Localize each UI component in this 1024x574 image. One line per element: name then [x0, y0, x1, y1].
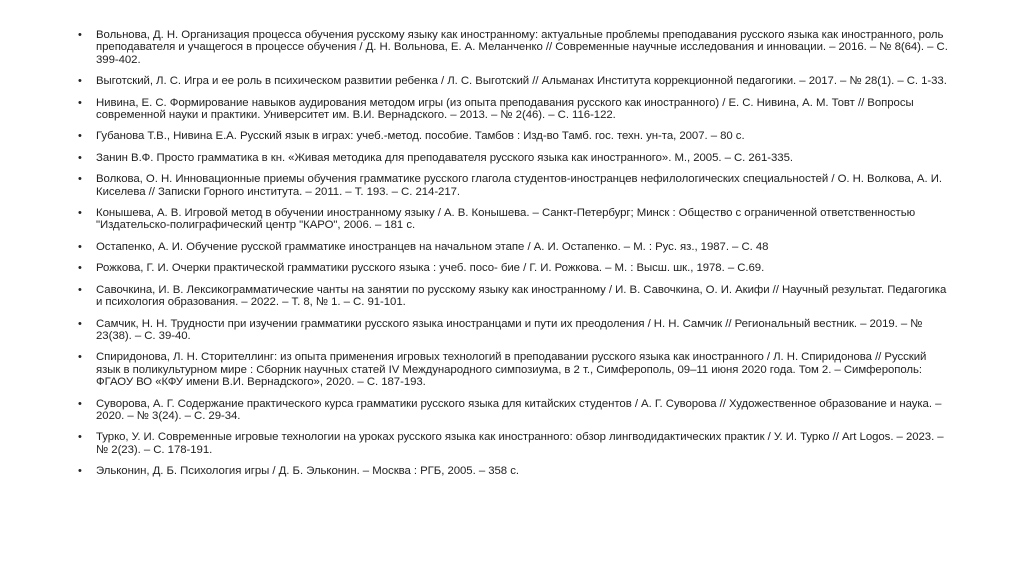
bullet-icon: •	[78, 283, 82, 296]
reference-text: Занин В.Ф. Просто грамматика в кн. «Живая методика для преподавателя русского языка как иностранного». М., 2005. – С. 261-335.	[96, 151, 793, 164]
reference-text: Савочкина, И. В. Лексикограмматические чанты на занятии по русскому языку как иностранному / И. В. Савочкина, О. И. Акифи // Научный результат. Педагогика и психология образования. – 2022. – Т. 8, № 1. – С. 91-101.	[96, 283, 947, 309]
reference-text: Губанова Т.В., Нивина Е.А. Русский язык в играх: учеб.-метод. пособие. Тамбов : Изд-во Тамб. гос. техн. ун-та, 2007. – 80 с.	[96, 130, 745, 143]
reference-item	[78, 351, 948, 388]
reference-text: Спиридонова, Л. Н. Сторителлинг: из опыта применения игровых технологий в преподавании русского языка как иностранного / Л. Н. Спиридонова // Русский язык в поликультурном мире : Сборник научных статей IV Международного симпозиума, в 2 т., Симферополь, 09–11 июня 2020 года. Том 2. – Симферополь: ФГАОУ ВО «КФУ имени В.И. Вернадского», 2020. – С. 187-193.	[96, 351, 927, 389]
reference-item	[78, 431, 948, 456]
reference-text: Самчик, Н. Н. Трудности при изучении грамматики русского языка иностранцами и пути их преодоления / Н. Н. Самчик // Региональный вестник. – 2019. – № 23(38). – С. 39-40.	[96, 317, 923, 342]
reference-text: Вольнова, Д. Н. Организация процесса обучения русскому языку как иностранному: актуальные проблемы преподавания русского языка как иностранного, роль преподавателя и учащегося в процессе обучения / Д. Н. Вольнова, Е. А. Меланченко // Современные научные исследования и инновации. – 2016. – № 8(64). – С. 399-402.	[96, 29, 948, 66]
bullet-icon: •	[78, 431, 82, 444]
reference-item	[78, 465, 948, 477]
reference-item	[78, 262, 948, 274]
reference-item	[78, 241, 948, 253]
bullet-icon: •	[78, 29, 82, 41]
reference-item	[78, 75, 948, 87]
bullet-icon: •	[78, 130, 82, 143]
reference-list	[78, 29, 948, 487]
bullet-icon: •	[78, 173, 82, 186]
reference-item	[78, 130, 948, 142]
reference-item	[78, 152, 948, 164]
reference-item	[78, 173, 948, 198]
bullet-icon: •	[78, 465, 82, 478]
reference-text: Волкова, О. Н. Инновационные приемы обучения грамматике русского глагола студентов-иностранцев нефилологических специальностей / О. Н. Волкова, А. И. Киселева // Записки Горного института. – 2011. – Т. 193. – С. 214-217.	[96, 173, 942, 198]
reference-item	[78, 97, 948, 122]
bullet-icon: •	[78, 96, 82, 109]
reference-text: Остапенко, А. И. Обучение русской грамматике иностранцев на начальном этапе / А. И. Остапенко. – М. : Рус. яз., 1987. – С. 48	[96, 240, 769, 253]
bullet-icon: •	[78, 317, 82, 330]
reference-item	[78, 207, 948, 232]
reference-text: Конышева, А. В. Игровой метод в обучении иностранному языку / А. В. Конышева. – Санкт-Петербург; Минск : Общество с ограниченной ответственностью "Издательско-полиграфический центр "КАРО", 2006. – 181 с.	[96, 207, 916, 232]
reference-text: Суворова, А. Г. Содержание практического курса грамматики русского языка для китайских студентов / А. Г. Суворова // Художественное образование и наука. – 2020. – № 3(24). – С. 29-34.	[96, 397, 942, 422]
reference-item	[78, 29, 948, 66]
reference-text: Выготский, Л. С. Игра и ее роль в психическом развитии ребенка / Л. С. Выготский // Альманах Института коррекционной педагогики. – 2017. – № 28(1). – С. 1-33.	[96, 75, 947, 88]
bullet-icon: •	[78, 240, 82, 253]
reference-item	[78, 398, 948, 423]
reference-item	[78, 284, 948, 309]
bullet-icon: •	[78, 75, 82, 88]
bullet-icon: •	[78, 397, 82, 410]
reference-text: Нивина, Е. С. Формирование навыков аудирования методом игры (из опыта преподавания русского как иностранного) / Е. С. Нивина, А. М. Товт // Вопросы современной науки и практики. Университет им. В.И. Вернадского. – 2013. – № 2(46). – С. 116-122.	[96, 96, 914, 122]
bullet-icon: •	[78, 351, 82, 364]
reference-item	[78, 318, 948, 343]
reference-text: Рожкова, Г. И. Очерки практической грамматики русского языка : учеб. посо- бие / Г. И. Рожкова. – М. : Высш. шк., 1978. – С.69.	[96, 262, 765, 275]
bullet-icon: •	[78, 207, 82, 220]
bullet-icon: •	[78, 262, 82, 275]
reference-text: Турко, У. И. Современные игровые технологии на уроках русского языка как иностранного: обзор лингводидактических практик / У. И. Турко // Art Logos. – 2023. – № 2(23). – С. 178-191.	[96, 431, 944, 456]
bullet-icon: •	[78, 151, 82, 164]
reference-text: Эльконин, Д. Б. Психология игры / Д. Б. Эльконин. – Москва : РГБ, 2005. – 358 с.	[96, 465, 519, 478]
